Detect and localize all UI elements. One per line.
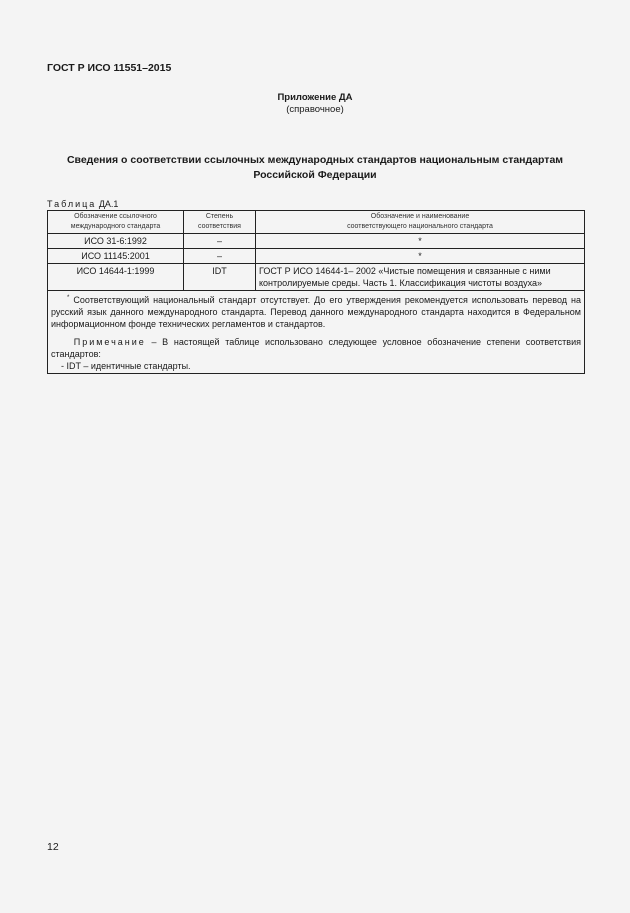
table-caption-number: ДА.1 — [98, 199, 119, 209]
footnote-mark: * — [67, 295, 70, 301]
note-text: – В настоящей таблице использовано следующее условное обозначение степени соответствия стандартов: — [51, 337, 581, 359]
cell-national: ГОСТ Р ИСО 14644-1– 2002 «Чистые помещения и связанные с ними контролируемые среды. Часть 1. Классификация чистоты воздуха» — [256, 264, 585, 291]
cell-ref: ИСО 11145:2001 — [48, 249, 184, 264]
header-ref-standard — [48, 211, 184, 234]
appendix-title: Приложение ДА — [277, 92, 353, 103]
table-row — [48, 264, 585, 291]
table-row — [48, 249, 585, 264]
table-row — [48, 234, 585, 249]
table-notes — [48, 291, 585, 374]
cell-degree: – — [184, 234, 256, 249]
table-caption — [47, 199, 118, 209]
table-notes-row — [48, 291, 585, 374]
header-degree-line1: Степень — [205, 213, 234, 220]
standards-table — [47, 210, 585, 374]
section-heading: Сведения о соответствии ссылочных международных стандартов национальным стандартам Российской Федерации — [66, 154, 564, 181]
page-number: 12 — [47, 841, 59, 853]
note-item: - IDT – идентичные стандарты. — [61, 361, 191, 371]
table-header-row — [48, 211, 585, 234]
cell-ref: ИСО 31-6:1992 — [48, 234, 184, 249]
header-national-line1: Обозначение и наименование — [370, 213, 470, 220]
table-caption-word: Таблица — [47, 199, 97, 209]
cell-ref: ИСО 14644-1:1999 — [48, 264, 184, 291]
header-national-standard — [256, 211, 585, 234]
cell-degree: IDT — [184, 264, 256, 291]
note — [51, 336, 581, 372]
header-degree-line2: соответствия — [198, 223, 241, 230]
cell-degree: – — [184, 249, 256, 264]
appendix-heading — [0, 92, 630, 116]
header-ref-line2: международного стандарта — [70, 223, 161, 230]
header-ref-line1: Обозначение ссылочного — [74, 213, 157, 220]
cell-national: * — [256, 234, 585, 249]
header-national-line2: соответствующего национального стандарта — [347, 223, 493, 230]
header-degree — [184, 211, 256, 234]
document-code: ГОСТ Р ИСО 11551–2015 — [47, 62, 172, 74]
footnote-text: Соответствующий национальный стандарт отсутствует. До его утверждения рекомендуется использовать перевод на русский язык данного международного стандарта. Перевод данного международного стандарта находится в Федеральном информационном фонде технических регламентов и стандартов. — [51, 295, 581, 329]
appendix-subtitle: (справочное) — [286, 104, 344, 115]
cell-national: * — [256, 249, 585, 264]
note-label: Примечание — [73, 337, 146, 347]
footnote — [51, 292, 581, 330]
